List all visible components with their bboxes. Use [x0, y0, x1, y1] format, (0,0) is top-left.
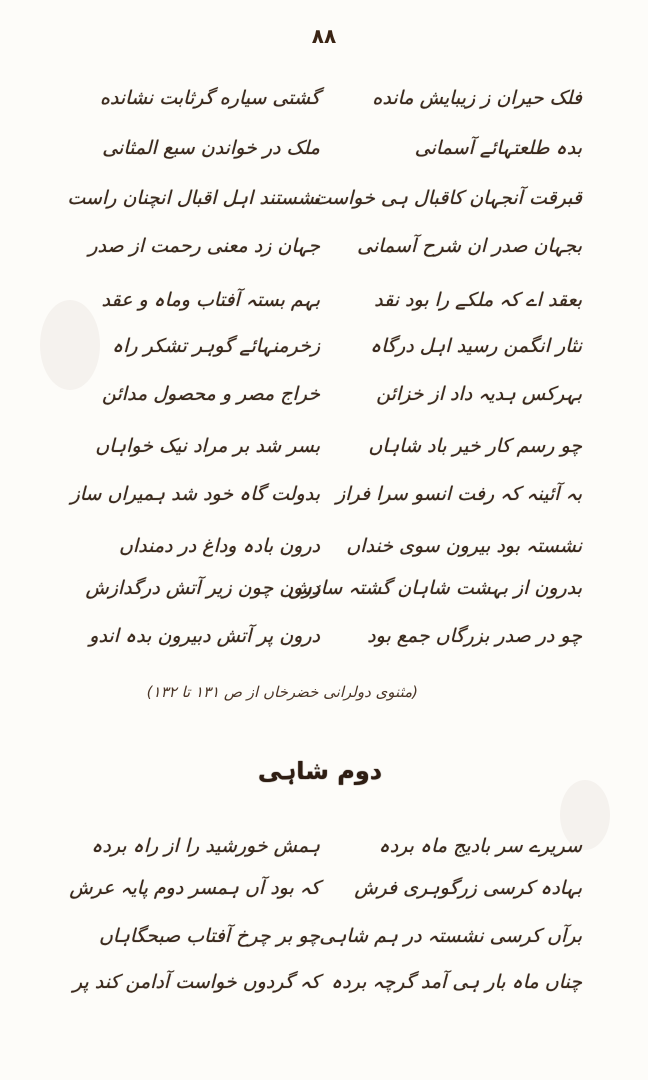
verse-second-hemistich: بہم بستہ آفتاب وماہ و عقد — [101, 289, 320, 311]
verse-second-hemistich: نشستند اہل اقبال انچنان راست — [67, 187, 320, 209]
section-heading: دوم شاہی — [257, 757, 383, 785]
verse-first-hemistich: بدرون از بہشت شاہان گشتہ سازش — [288, 577, 582, 599]
verse-first-hemistich: چو رسم کار خیر باد شاہاں — [368, 435, 582, 457]
verse-second-hemistich: ملک در خواندن سبع المثانی — [102, 137, 320, 159]
verse — [86, 128, 582, 168]
verse-first-hemistich: بہرکس ہدیہ داد از خزائن — [376, 383, 582, 405]
verse-second-hemistich: درون چون زیر آتش درگدازش — [85, 577, 320, 599]
verse — [86, 916, 582, 956]
verse-second-hemistich: گشتی سیاره گرثابت نشانده — [99, 87, 320, 109]
verse-first-hemistich: نثار انگمن رسید اہل درگاہ — [370, 335, 582, 357]
verse-second-hemistich: کہ گردوں خواست آدامن کند پر — [72, 971, 320, 993]
verse-second-hemistich: درون پر آتش دبیرون بدہ اندو — [89, 625, 320, 647]
verse-first-hemistich: بجہان صدر ان شرح آسمانی — [357, 235, 582, 257]
verse-second-hemistich: خراج مصر و محصول مدائن — [102, 383, 320, 405]
verse-second-hemistich: بسر شد بر مراد نیک خواہاں — [95, 435, 320, 457]
verse-first-hemistich: بدہ طلعتہائے آسمانی — [414, 137, 582, 159]
verse-second-hemistich: درون بادہ وداغ در دمنداں — [118, 535, 320, 557]
verse-first-hemistich: فلک حیران ز زیبایش مانده — [372, 87, 582, 109]
verse — [67, 178, 582, 218]
verse — [86, 568, 582, 608]
verse-second-hemistich: ہمش خورشید را از راہ بردہ — [91, 835, 320, 857]
verse — [72, 962, 582, 1002]
verse — [86, 78, 582, 118]
verse-first-hemistich: چناں ماہ بار ہی آمد گرچہ بردہ — [331, 971, 582, 993]
verse — [86, 426, 582, 466]
verse-second-hemistich: کہ بود آں ہمسر دوم پایہ عرش — [69, 877, 320, 899]
verse — [86, 326, 582, 366]
verse-first-hemistich: بہادہ کرسی زرگوہری فرش — [354, 877, 582, 899]
verse-second-hemistich: زخرمنہائے گوہر تشکر راہ — [111, 335, 320, 357]
verse — [70, 474, 582, 514]
verse — [86, 616, 582, 656]
verse — [86, 526, 582, 566]
verse-first-hemistich: سریرے سر بادیج ماہ بردہ — [378, 835, 582, 857]
verse-first-hemistich: چو در صدر بزرگاں جمع بود — [367, 625, 582, 647]
verse-first-hemistich: قبرقت آنجہان کاقبال ہی خواست — [313, 187, 582, 209]
page-number: ۸۸ — [311, 24, 337, 48]
verse — [69, 868, 582, 908]
source-citation: (مثنوی دولرانی خضرخاں از ص ۱۳۱ تا ۱۳۲) — [146, 683, 418, 701]
verse — [86, 826, 582, 866]
verse — [86, 280, 582, 320]
verse-second-hemistich: چو بر چرخ آفتاب صبحگاہاں — [98, 925, 320, 947]
verse — [86, 374, 582, 414]
verse-second-hemistich: بدولت گاہ خود شد ہمیراں ساز — [70, 483, 320, 505]
verse-first-hemistich: بعقد اے کہ ملکے را بود نقد — [374, 289, 582, 311]
verse-first-hemistich: برآں کرسی نشستہ در ہم شاہی — [319, 925, 582, 947]
verse — [86, 226, 582, 266]
verse-first-hemistich: نشستہ بود بیرون سوی خنداں — [346, 535, 582, 557]
verse-first-hemistich: بہ آئینہ کہ رفت انسو سرا فراز — [336, 483, 582, 505]
verse-second-hemistich: جہان زد معنی رحمت از صدر — [88, 235, 320, 257]
